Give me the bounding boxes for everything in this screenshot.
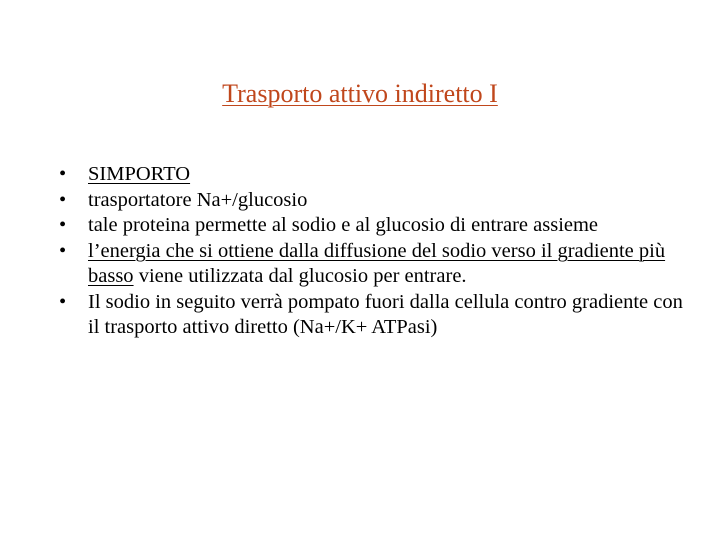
bullet-list (56, 162, 686, 341)
bullet-item-sodio (56, 290, 686, 341)
slide-title: Trasporto attivo indiretto I (222, 79, 498, 108)
bullet-dot-icon: • (59, 290, 67, 313)
bullet-item-proteina (56, 213, 686, 239)
bullet-dot-icon: • (59, 188, 67, 211)
bullet-text-rest: viene utilizzata dal glucosio per entrare. (133, 265, 467, 287)
bullet-dot-icon: • (59, 239, 67, 262)
bullet-text: trasportatore Na+/glucosio (88, 188, 308, 211)
bullet-item-trasportatore (56, 188, 686, 214)
bullet-item-energia (56, 239, 686, 290)
bullet-dot-icon: • (59, 163, 67, 185)
bullet-text: SIMPORTO (88, 163, 191, 185)
bullet-dot-icon: • (59, 214, 67, 236)
bullet-text-underlined: l’energia che si ottiene dalla diffusione del sodio verso il gradiente più basso (88, 239, 666, 287)
bullet-text: tale proteina permette al sodio e al glucosio di entrare assieme (88, 214, 599, 236)
bullet-item-simporto (56, 162, 686, 188)
bullet-text: Il sodio in seguito verrà pompato fuori dalla cellula contro gradiente con il trasporto attivo diretto (Na+/K+ ATPasi) (88, 290, 683, 338)
